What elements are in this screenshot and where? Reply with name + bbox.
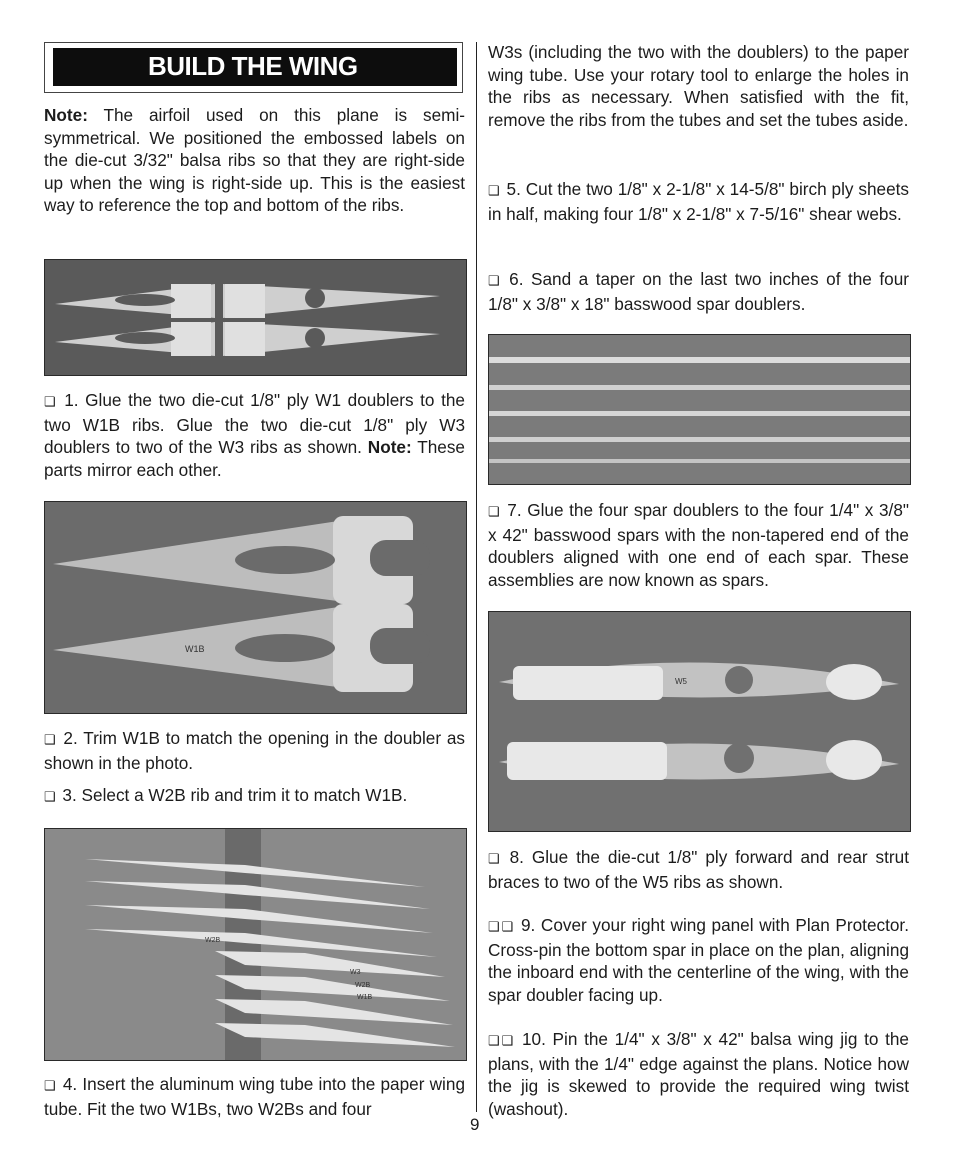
checkbox-icon-2[interactable]: ❑: [501, 919, 514, 934]
step-1-text-b: These parts mirror each other.: [44, 437, 465, 480]
step-4-paragraph: [44, 1073, 465, 1120]
step-6-paragraph: [488, 268, 909, 315]
photo-w5-strut-braces: [488, 611, 911, 832]
page-title: BUILD THE WING: [148, 51, 358, 81]
rib-label-1: W2B: [205, 937, 221, 944]
step-7-text: 7. Glue the four spar doublers to the four 1/4" x 3/8" x 42" basswood spars with the non-tapered end of the doublers aligned with one end of each spar. These assemblies are now known as spars.: [488, 500, 909, 590]
rib-label-2: W3: [350, 969, 361, 976]
checkbox-icon[interactable]: ❑: [44, 394, 56, 409]
step-3-paragraph: [44, 784, 465, 809]
step-5-text: 5. Cut the two 1/8" x 2-1/8" x 14-5/8" birch ply sheets in half, making four 1/8" x 2-1/8" x 7-5/16" shear webs.: [488, 179, 909, 224]
photo-ribs-flat: [44, 259, 467, 376]
checkbox-icon[interactable]: ❑: [44, 789, 56, 804]
checkbox-icon[interactable]: ❑: [488, 919, 500, 934]
checkbox-icon[interactable]: ❑: [488, 273, 500, 288]
checkbox-icon[interactable]: ❑: [44, 1078, 56, 1093]
column-divider: [476, 42, 477, 1112]
checkbox-icon[interactable]: ❑: [488, 183, 500, 198]
step-1-paragraph: [44, 389, 465, 481]
step-1-text-a: 1. Glue the two die-cut 1/8" ply W1 doublers to the two W1B ribs. Glue the two die-cut 1/8" ply W3 doublers to two of the W3 ribs as shown.: [44, 390, 465, 458]
step-8-paragraph: [488, 846, 909, 893]
step-7-paragraph: [488, 499, 909, 591]
note-paragraph: [44, 104, 465, 217]
photo-w1b-doublers: [44, 501, 467, 714]
rib-label-w5: W5: [675, 677, 687, 686]
step-4-text: 4. Insert the aluminum wing tube into the paper wing tube. Fit the two W1Bs, two W2Bs and four: [44, 1074, 465, 1119]
page-number: 9: [470, 1115, 480, 1134]
step-10-paragraph: [488, 1028, 909, 1120]
photo-ribs-on-tube: [44, 828, 467, 1061]
note-text: The airfoil used on this plane is semi-symmetrical. We positioned the embossed labels on the die-cut 3/32" balsa ribs so that they are right-side up when the wing is right-side up. This is the easiest way to reference the top and bottom of the ribs.: [44, 105, 465, 216]
step-3-text: 3. Select a W2B rib and trim it to match W1B.: [57, 785, 408, 805]
note-label: Note:: [44, 105, 88, 125]
rib-label-w1b: W1B: [185, 644, 205, 654]
step-4-continued: W3s (including the two with the doublers) to the paper wing tube. Use your rotary tool to enlarge the holes in the ribs as necessary. When satisfied with the fit, remove the ribs from the tubes and set the tubes aside.: [488, 42, 909, 130]
step-2-text: 2. Trim W1B to match the opening in the doubler as shown in the photo.: [44, 728, 465, 773]
step-6-text: 6. Sand a taper on the last two inches of the four 1/8" x 3/8" x 18" basswood spar doublers.: [488, 269, 909, 314]
step-9-paragraph: [488, 914, 909, 1006]
checkbox-icon[interactable]: ❑: [488, 1033, 500, 1048]
step-2-paragraph: [44, 727, 465, 774]
step-10-text: 10. Pin the 1/4" x 3/8" x 42" balsa wing jig to the plans, with the 1/4" edge against the plans. Notice how the jig is skewed to provide the required wing twist (washout).: [488, 1029, 909, 1119]
rib-label-4: W1B: [357, 994, 373, 1001]
checkbox-icon[interactable]: ❑: [488, 851, 500, 866]
checkbox-icon-2[interactable]: ❑: [501, 1033, 514, 1048]
checkbox-icon[interactable]: ❑: [488, 504, 500, 519]
photo-spar-doublers: [488, 334, 911, 485]
step-9-text: 9. Cover your right wing panel with Plan Protector. Cross-pin the bottom spar in place on the plan, aligning the inboard end with the centerline of the wing, with the spar doubler facing up.: [488, 915, 909, 1005]
step-8-text: 8. Glue the die-cut 1/8" ply forward and rear strut braces to two of the W5 ribs as shown.: [488, 847, 909, 892]
step-1-note-label: Note:: [367, 437, 412, 458]
step-5-paragraph: [488, 178, 909, 225]
rib-label-3: W2B: [355, 982, 371, 989]
checkbox-icon[interactable]: ❑: [44, 732, 56, 747]
